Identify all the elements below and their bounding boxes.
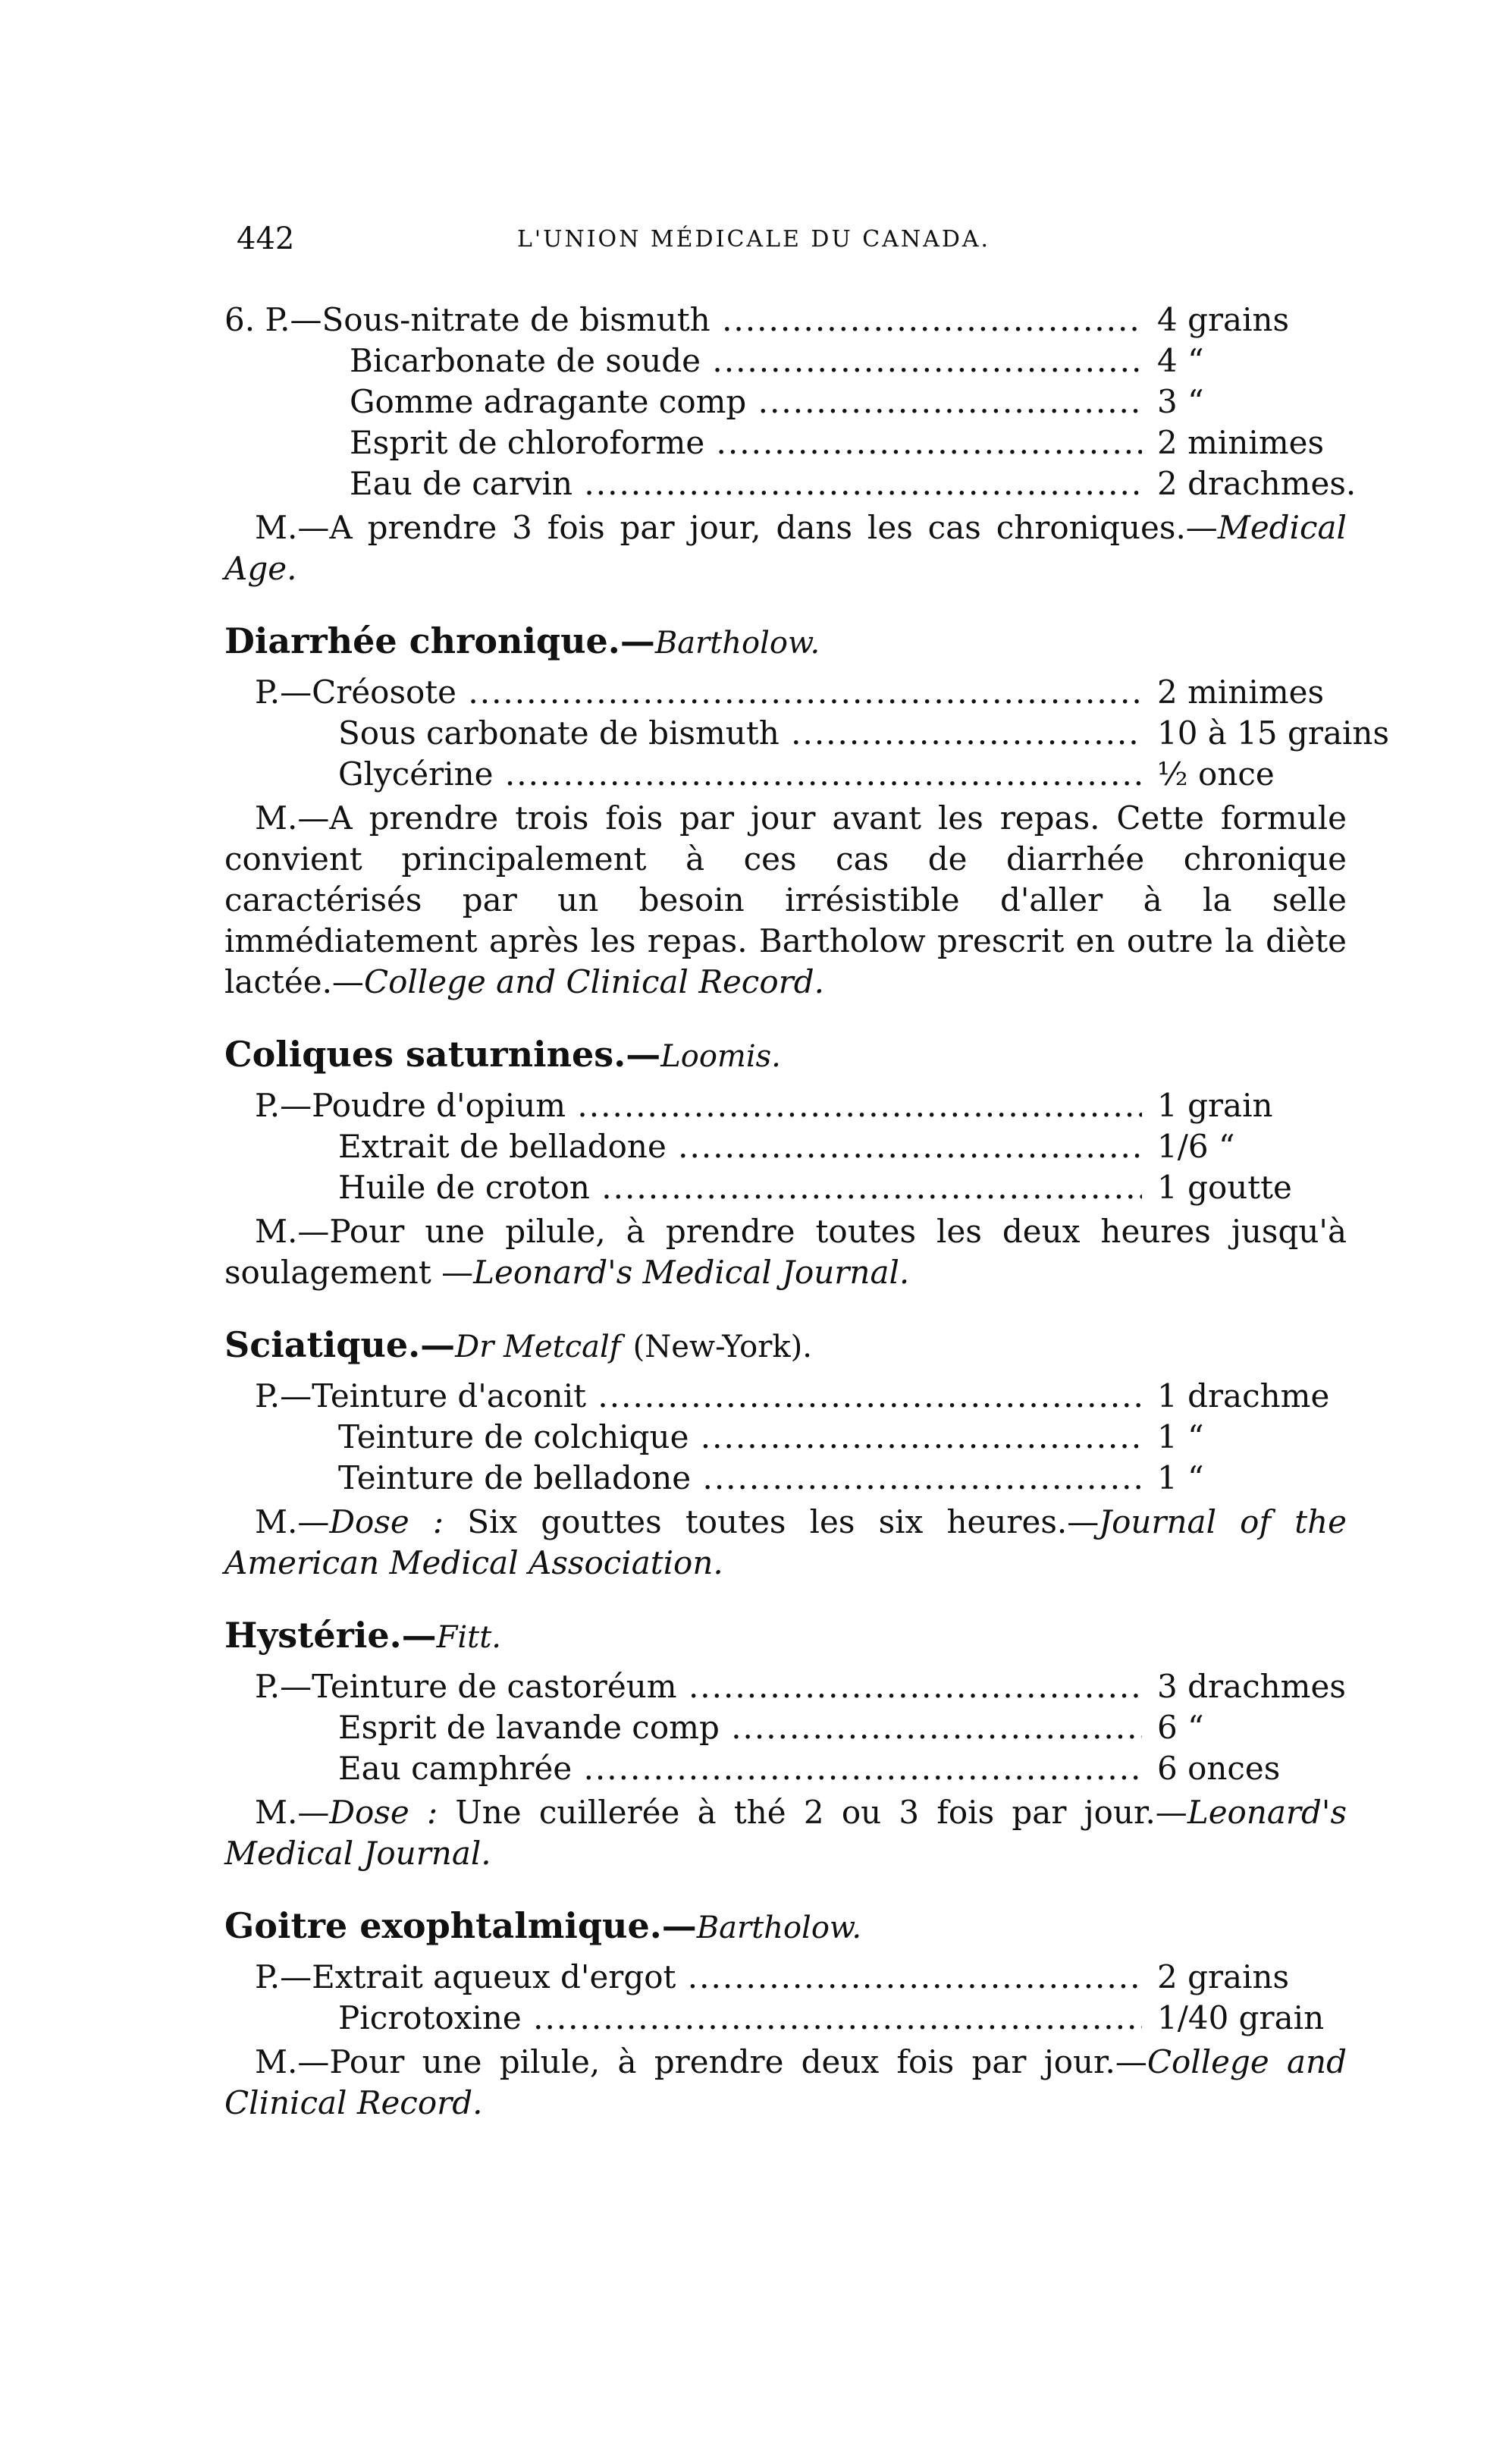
- note-source: Medical Age.: [224, 509, 1347, 587]
- section-goitre: [224, 1904, 1347, 2124]
- ingredient-qty: 4 grains: [1157, 301, 1290, 338]
- ingredient-qty: 4 “: [1157, 342, 1204, 379]
- note-source: Journal of the American Medical Association.: [224, 1503, 1347, 1581]
- section-heading: [224, 1614, 1347, 1659]
- ingredient-name: Teinture de colchique .....: [338, 1417, 1142, 1458]
- ingredient-row: [224, 1666, 1347, 1707]
- ingredient-row: [224, 754, 1347, 795]
- ingredient-qty: 6 “: [1157, 1709, 1204, 1746]
- prescription-note: [224, 2042, 1347, 2124]
- section-author: Fitt.: [436, 1620, 502, 1655]
- page-content: [224, 300, 1390, 2124]
- ingredient-name: Teinture de belladone .....: [338, 1458, 1142, 1499]
- section-heading: [224, 1033, 1347, 1078]
- running-title: L'UNION MÉDICALE DU CANADA.: [517, 226, 991, 253]
- section-heading: [224, 620, 1347, 664]
- section-sciatique: [224, 1323, 1347, 1584]
- ingredient-row: [224, 1126, 1347, 1167]
- ingredient-row: [224, 672, 1347, 713]
- ingredient-qty: 6 onces: [1157, 1750, 1281, 1787]
- section-title: Diarrhée chronique.—: [224, 620, 655, 661]
- section-author-place: (New-York).: [632, 1330, 812, 1364]
- ingredient-row: [224, 1417, 1347, 1458]
- section-title: Coliques saturnines.—: [224, 1034, 661, 1075]
- ingredient-row: [224, 1085, 1347, 1126]
- ingredient-qty: 10 à 15 grains: [1157, 714, 1390, 752]
- prescription-note: [224, 1792, 1347, 1874]
- ingredient-qty: 2 minimes: [1157, 673, 1325, 711]
- note-source: Leonard's Medical Journal.: [224, 1794, 1347, 1872]
- ingredient-name: Bicarbonate de soude .....: [350, 341, 1142, 381]
- ingredient-name: 6. P.—Sous-nitrate de bismuth .....: [224, 300, 1142, 341]
- section-title: Sciatique.—: [224, 1324, 456, 1365]
- ingredient-qty: ½ once: [1157, 755, 1275, 793]
- section-heading: [224, 1904, 1347, 1949]
- ingredient-name: Sous carbonate de bismuth .....: [338, 713, 1142, 754]
- note-source: Leonard's Medical Journal.: [473, 1254, 910, 1291]
- ingredient-qty: 1/40 grain: [1157, 1999, 1325, 2036]
- ingredient-qty: 1/6 “: [1157, 1128, 1235, 1165]
- ingredient-row: [224, 422, 1347, 463]
- section-author: Bartholow.: [654, 626, 820, 661]
- prescription-note: [224, 507, 1347, 589]
- section-author: Bartholow.: [696, 1911, 862, 1945]
- ingredient-name: P.—Teinture d'aconit .....: [255, 1376, 1142, 1417]
- ingredient-qty: 2 minimes: [1157, 424, 1325, 461]
- note-text: M.—Pour une pilule, à prendre deux fois par jour.—: [255, 2043, 1147, 2080]
- section-author: Dr Metcalf: [455, 1330, 621, 1364]
- note-text: Six gouttes toutes les six heures.—: [444, 1503, 1099, 1540]
- ingredient-qty: 2 grains: [1157, 1958, 1290, 1995]
- ingredient-qty: 1 drachme: [1157, 1377, 1330, 1414]
- note-prefix: M.—: [255, 1794, 330, 1831]
- note-text: Une cuillerée à thé 2 ou 3 fois par jour.—: [438, 1794, 1187, 1831]
- ingredient-qty: 1 “: [1157, 1418, 1204, 1455]
- ingredient-name: Huile de croton .....: [338, 1167, 1142, 1208]
- ingredient-name: Picrotoxine .....: [338, 1998, 1142, 2039]
- ingredient-qty: 1 “: [1157, 1459, 1204, 1496]
- prescription-note: [224, 798, 1347, 1003]
- section-title: Hystérie.—: [224, 1615, 437, 1656]
- note-prefix: M.—: [255, 1503, 330, 1540]
- ingredient-row: [224, 463, 1357, 504]
- note-text: M.—A prendre trois fois par jour avant les repas. Cette formule convient principalement à ces cas de diarrhée chronique caractérisés par un besoin irrésistible d'aller à la selle immédiatement après les repas. Bartholow prescrit en outre la diète lactée.—: [224, 799, 1347, 1000]
- note-text: M.—Pour une pilule, à prendre toutes les deux heures jusqu'à soulagement —: [224, 1213, 1347, 1291]
- ingredient-row: [224, 381, 1347, 422]
- ingredient-row: [224, 1167, 1347, 1208]
- ingredient-name: Eau de carvin .....: [350, 463, 1142, 504]
- ingredient-name: Esprit de lavande comp .....: [338, 1707, 1142, 1748]
- section-heading: [224, 1323, 1347, 1368]
- page-number: 442: [237, 221, 295, 256]
- note-dose: Dose :: [329, 1503, 444, 1540]
- ingredient-row: [224, 1748, 1347, 1789]
- ingredient-name: P.—Teinture de castoréum .....: [255, 1666, 1142, 1707]
- note-source: College and Clinical Record.: [224, 2043, 1347, 2121]
- ingredient-row: [224, 1376, 1347, 1417]
- ingredient-qty: 1 grain: [1157, 1087, 1273, 1124]
- prescription-note: [224, 1211, 1347, 1293]
- prescription-6: [224, 300, 1357, 589]
- ingredient-row: [224, 1458, 1347, 1499]
- ingredient-qty: 2 drachmes.: [1157, 465, 1357, 502]
- note-text: M.—A prendre 3 fois par jour, dans les cas chroniques.—: [255, 509, 1218, 546]
- section-coliques: [224, 1033, 1347, 1293]
- prescription-note: [224, 1502, 1347, 1584]
- ingredient-row: [224, 1707, 1347, 1748]
- ingredient-name: P.—Extrait aqueux d'ergot .....: [255, 1957, 1142, 1998]
- ingredient-row: [224, 1998, 1347, 2039]
- ingredient-row: [224, 1957, 1347, 1998]
- section-diarrhee: [224, 620, 1390, 1003]
- note-dose: Dose :: [329, 1794, 438, 1831]
- ingredient-qty: 3 “: [1157, 383, 1204, 420]
- ingredient-name: Esprit de chloroforme .....: [350, 422, 1142, 463]
- page-header: [237, 221, 1328, 267]
- ingredient-row: [224, 713, 1390, 754]
- ingredient-qty: 3 drachmes: [1157, 1668, 1346, 1705]
- ingredient-name: P.—Poudre d'opium .....: [255, 1085, 1142, 1126]
- section-author: Loomis.: [660, 1039, 781, 1074]
- note-source: College and Clinical Record.: [363, 963, 824, 1000]
- section-title: Goitre exophtalmique.—: [224, 1905, 697, 1946]
- ingredient-row: [224, 300, 1347, 341]
- ingredient-name: Gomme adragante comp .....: [350, 381, 1142, 422]
- ingredient-row: [224, 341, 1347, 381]
- ingredient-name: Extrait de belladone .....: [338, 1126, 1142, 1167]
- ingredient-name: Glycérine .....: [338, 754, 1142, 795]
- section-hysterie: [224, 1614, 1347, 1874]
- ingredient-qty: 1 goutte: [1157, 1169, 1292, 1206]
- ingredient-name: Eau camphrée .....: [338, 1748, 1142, 1789]
- ingredient-name: P.—Créosote .....: [255, 672, 1142, 713]
